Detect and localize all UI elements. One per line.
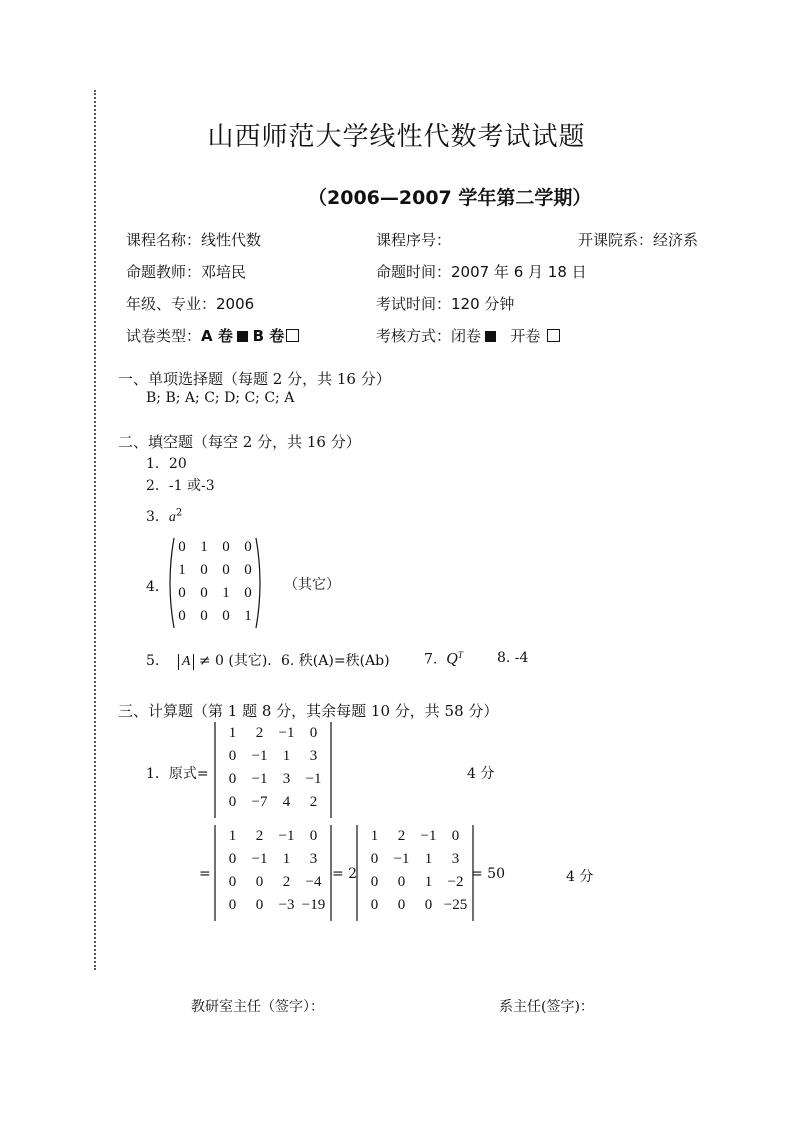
matrix-cell: 0 bbox=[397, 897, 406, 913]
matrix-cell: 1 bbox=[370, 828, 379, 844]
matrix-cell: 1 bbox=[228, 725, 237, 741]
matrix-cell: 0 bbox=[200, 562, 208, 578]
matrix-cell: −1 bbox=[251, 771, 268, 787]
matrix-cell: −1 bbox=[251, 748, 268, 764]
matrix-cell: 1 bbox=[222, 585, 230, 601]
fill-answer-4-label: 4． bbox=[146, 579, 169, 595]
permutation-matrix bbox=[165, 536, 265, 630]
matrix-cell: 0 bbox=[309, 828, 318, 844]
matrix-cell: 0 bbox=[228, 771, 237, 787]
matrix-cell: 2 bbox=[282, 874, 291, 890]
fill-answer-5 bbox=[146, 650, 272, 670]
matrix-cell: 0 bbox=[200, 608, 208, 624]
fill-answer-7 bbox=[424, 650, 463, 669]
matrix-cell: 1 bbox=[244, 608, 252, 624]
matrix-cell: 2 bbox=[255, 828, 264, 844]
unchecked-box-icon bbox=[286, 329, 299, 342]
exam-date: 命题时间：2007 年 6 月 18 日 bbox=[376, 263, 587, 281]
matrix-cell: −1 bbox=[251, 851, 268, 867]
matrix-cell: 0 bbox=[424, 897, 433, 913]
fill-answer-2: 2．-1 或-3 bbox=[146, 478, 215, 494]
determinant-result: = 50 bbox=[471, 866, 505, 882]
matrix-cell: 1 bbox=[424, 851, 433, 867]
matrix-cell: 0 bbox=[397, 874, 406, 890]
fill-answer-8: 8. -4 bbox=[497, 650, 529, 666]
exam-mode bbox=[376, 325, 560, 346]
grade-major: 年级、专业：2006 bbox=[126, 295, 255, 313]
a-exponent: 2 bbox=[175, 507, 183, 519]
matrix-cell: 2 bbox=[309, 794, 318, 810]
matrix-cell: −19 bbox=[301, 897, 326, 913]
fill-answer-4-note: （其它） bbox=[284, 577, 340, 593]
unchecked-box-icon bbox=[547, 329, 560, 342]
determinant-2 bbox=[213, 825, 333, 921]
matrix-cell: 1 bbox=[282, 851, 291, 867]
matrix-cell: 1 bbox=[178, 562, 186, 578]
section3-heading: 三、计算题（第 1 题 8 分，其余每题 10 分，共 58 分） bbox=[118, 702, 499, 720]
matrix-cell: 0 bbox=[451, 828, 460, 844]
section2-heading: 二、填空题（每空 2 分，共 16 分） bbox=[118, 433, 361, 451]
exam-setter: 命题教师：邓培民 bbox=[126, 263, 247, 281]
binding-margin-line bbox=[94, 90, 96, 970]
checked-box-icon bbox=[485, 331, 496, 342]
matrix-cell: 0 bbox=[370, 897, 379, 913]
semester-subtitle: （2006—2007 学年第二学期） bbox=[308, 187, 592, 209]
fill-answer-3-label: 3． bbox=[146, 509, 169, 525]
determinant-1 bbox=[213, 722, 333, 818]
paper-type bbox=[126, 325, 299, 346]
matrix-cell: 0 bbox=[228, 748, 237, 764]
matrix-cell: 4 bbox=[282, 794, 291, 810]
matrix-cell: 0 bbox=[228, 851, 237, 867]
course-name: 课程名称：线性代数 bbox=[126, 231, 262, 249]
matrix-cell: −7 bbox=[251, 794, 268, 810]
matrix-cell: 3 bbox=[309, 851, 318, 867]
q-transpose: T bbox=[457, 650, 463, 660]
matrix-cell: 2 bbox=[255, 725, 264, 741]
matrix-cell: 0 bbox=[178, 608, 186, 624]
fill-answer-3 bbox=[146, 506, 182, 526]
matrix-cell: 0 bbox=[228, 874, 237, 890]
fill-answer-5-rest: ≠ 0 (其它). bbox=[198, 653, 272, 669]
matrix-cell: 0 bbox=[222, 608, 230, 624]
matrix-cell: 0 bbox=[222, 539, 230, 555]
equals-sign: = bbox=[199, 866, 211, 882]
department: 开课院系：经济系 bbox=[578, 231, 699, 249]
matrix-cell: 0 bbox=[228, 897, 237, 913]
matrix-cell: 0 bbox=[255, 897, 264, 913]
matrix-cell: 3 bbox=[282, 771, 291, 787]
fill-answer-1: 1．20 bbox=[146, 456, 187, 472]
calc-q1-label: 1．原式= bbox=[146, 766, 209, 782]
section1-heading: 一、单项选择题（每题 2 分，共 16 分） bbox=[118, 370, 391, 388]
matrix-cell: 0 bbox=[178, 585, 186, 601]
fill-answer-6: 6. 秩(A)=秩(Ab) bbox=[281, 653, 390, 669]
section1-answers: B; B; A; C; D; C; C; A bbox=[146, 390, 295, 406]
matrix-cell: 1 bbox=[228, 828, 237, 844]
determinant-3 bbox=[355, 825, 475, 921]
equals-two: = 2 bbox=[332, 866, 358, 882]
matrix-cell: −1 bbox=[420, 828, 437, 844]
score-1: 4 分 bbox=[467, 766, 495, 782]
matrix-cell: 3 bbox=[451, 851, 460, 867]
matrix-cell: 0 bbox=[222, 562, 230, 578]
signature-department-head: 系主任(签字)： bbox=[499, 999, 594, 1015]
matrix-cell: 0 bbox=[244, 585, 252, 601]
matrix-cell: −1 bbox=[278, 725, 295, 741]
fill-answer-5-label: 5. bbox=[146, 653, 160, 669]
paper-a-label: A 卷 bbox=[201, 327, 233, 345]
matrix-cell: −1 bbox=[305, 771, 322, 787]
matrix-cell: −25 bbox=[443, 897, 468, 913]
fill-answer-7-label: 7. bbox=[424, 651, 438, 668]
exam-mode-closed: 考核方式：闭卷 bbox=[376, 327, 482, 345]
q-variable: Q bbox=[446, 650, 458, 668]
matrix-cell: −4 bbox=[305, 874, 322, 890]
matrix-cell: 1 bbox=[200, 539, 208, 555]
course-number: 课程序号： bbox=[376, 231, 452, 249]
checked-box-icon bbox=[237, 331, 248, 342]
signature-teaching-office: 教研室主任（签字）： bbox=[191, 999, 324, 1015]
matrix-cell: −2 bbox=[447, 874, 464, 890]
matrix-cell: 0 bbox=[244, 562, 252, 578]
score-2: 4 分 bbox=[566, 869, 594, 885]
a-variable: a bbox=[168, 510, 176, 525]
exam-duration: 考试时间：120 分钟 bbox=[376, 295, 515, 313]
exam-title: 山西师范大学线性代数考试试题 bbox=[207, 122, 586, 152]
paper-type-label: 试卷类型： bbox=[126, 327, 202, 345]
paper-b-label: B 卷 bbox=[252, 327, 285, 345]
matrix-cell: 0 bbox=[200, 585, 208, 601]
exam-mode-open: 开卷 bbox=[510, 327, 541, 345]
matrix-cell: 1 bbox=[424, 874, 433, 890]
matrix-cell: 2 bbox=[397, 828, 406, 844]
matrix-cell: −1 bbox=[278, 828, 295, 844]
det-a: A bbox=[178, 654, 195, 670]
matrix-cell: 0 bbox=[370, 874, 379, 890]
matrix-cell: 0 bbox=[370, 851, 379, 867]
matrix-cell: 0 bbox=[178, 539, 186, 555]
matrix-cell: −1 bbox=[393, 851, 410, 867]
matrix-cell: 0 bbox=[309, 725, 318, 741]
matrix-cell: −3 bbox=[278, 897, 295, 913]
matrix-cell: 0 bbox=[244, 539, 252, 555]
matrix-cell: 0 bbox=[228, 794, 237, 810]
matrix-cell: 3 bbox=[309, 748, 318, 764]
matrix-cell: 1 bbox=[282, 748, 291, 764]
matrix-cell: 0 bbox=[255, 874, 264, 890]
